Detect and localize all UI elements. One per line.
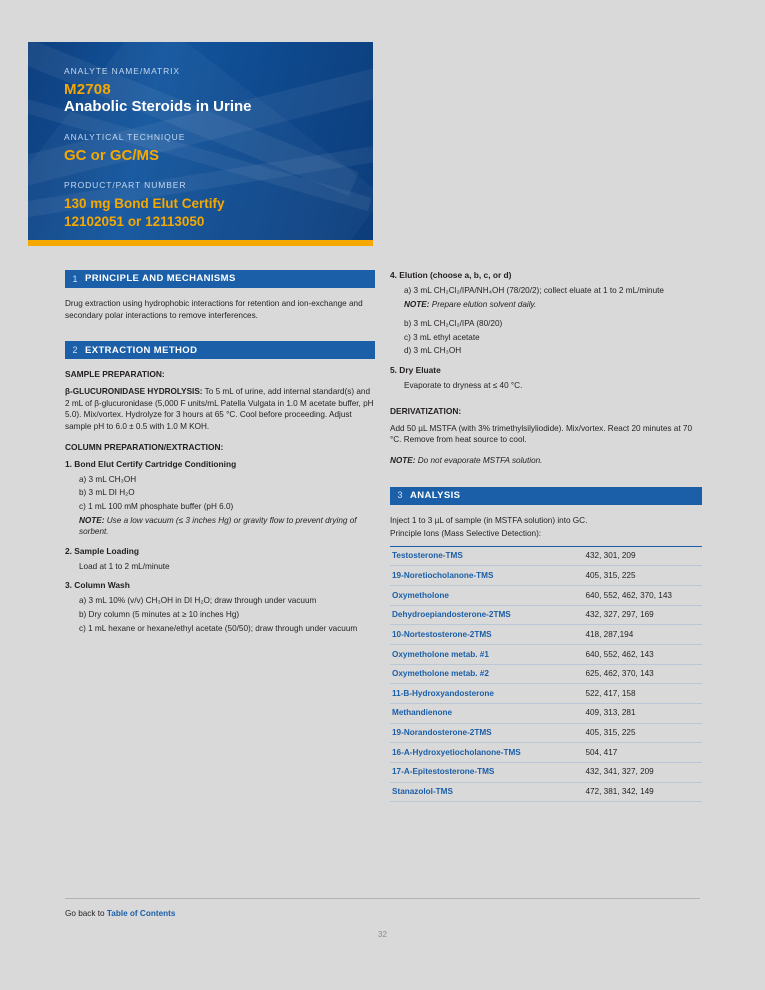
note-text: Do not evaporate MSTFA solution. (415, 455, 543, 465)
derivatization-body: Add 50 µL MSTFA (with 3% trimethylsilyliodide). Mix/vortex. React 20 minutes at 70 °C. Remove from heat source to cool. (390, 423, 693, 445)
compound-name: 11-B-Hydroxyandosterone (392, 688, 494, 698)
table-row (390, 546, 702, 566)
header-banner (28, 42, 373, 240)
step-5-title: 5. Dry Eluate (390, 365, 441, 376)
compound-ions: 640, 552, 462, 370, 143 (585, 590, 672, 600)
method-code: M2708 (64, 81, 111, 98)
table-row (390, 566, 702, 586)
principal-ions-heading: Principle Ions (Mass Selective Detection): (390, 529, 542, 539)
compound-ions: 405, 315, 225 (585, 570, 636, 580)
table-row (390, 664, 702, 684)
step-4-note (404, 299, 702, 311)
section-number: 1 (72, 273, 78, 284)
section-header-extraction (65, 341, 375, 359)
compound-name: Stanazolol-TMS (392, 787, 453, 796)
table-row (390, 625, 702, 645)
go-back-label: Go back to (65, 909, 107, 918)
step-3-title: 3. Column Wash (65, 580, 130, 591)
compound-name: 19-Norandosterone-2TMS (392, 728, 492, 738)
table-row (390, 645, 702, 665)
compound-ions: 409, 313, 281 (585, 708, 636, 718)
sample-preparation-heading: SAMPLE PREPARATION: (65, 369, 165, 380)
step-3b: b) Dry column (5 minutes at ≥ 10 inches Hg) (79, 609, 240, 619)
hydrolysis-text: To 5 mL of urine, add internal standard(s) and 2 mL of β-glucuronidase (5,000 F units/mL Patella Vulgata in 1.0 M acetate buffer, pH 5.0). Mix/vortex. Hydrolyze for 3 hours at 65 °C. Cool before proceeding. Adjust sample pH to 6.0 ± 0.5 with 1.0 M KOH. (65, 387, 374, 432)
technique-label: ANALYTICAL TECHNIQUE (64, 132, 186, 143)
banner-underline (28, 240, 373, 246)
compound-name: 10-Nortestosterone-2TMS (392, 629, 492, 639)
principal-ions-table (390, 546, 702, 802)
compound-ions: 504, 417 (585, 747, 618, 757)
compound-name: Dehydroepiandosterone-2TMS (392, 610, 511, 620)
hydrolysis-label: β-GLUCURONIDASE HYDROLYSIS: (65, 387, 203, 397)
section-title: PRINCIPLE AND MECHANISMS (85, 273, 236, 285)
compound-ions: 472, 381, 342, 149 (585, 787, 654, 796)
table-row (390, 782, 702, 802)
section-header-analysis (390, 487, 702, 505)
note-label: NOTE: (390, 455, 416, 465)
technique-value: GC or GC/MS (64, 147, 160, 165)
table-row (390, 586, 702, 606)
note-text: Prepare elution solvent daily. (429, 299, 537, 309)
column-preparation-heading: COLUMN PREPARATION/EXTRACTION: (65, 441, 224, 452)
page-number: 32 (378, 930, 387, 939)
step-1a: a) 3 mL CH₃OH (79, 474, 137, 484)
derivatization-heading: DERIVATIZATION: (390, 405, 462, 416)
section-number: 3 (397, 490, 403, 501)
principle-body: Drug extraction using hydrophobic interactions for retention and ion-exchange and secondary polar interactions to remove interferences. (65, 299, 363, 320)
step-4-title: 4. Elution (choose a, b, c, or d) (390, 270, 512, 280)
injection-text: Inject 1 to 3 µL of sample (in MSTFA solution) into GC. (390, 515, 588, 525)
compound-ions: 432, 327, 297, 169 (585, 610, 654, 620)
compound-ions: 522, 417, 158 (585, 688, 636, 698)
step-4a: a) 3 mL CH₂Cl₂/IPA/NH₄OH (78/20/2); collect eluate at 1 to 2 mL/minute (404, 285, 664, 295)
compound-ions: 625, 462, 370, 143 (585, 669, 654, 679)
method-title: Anabolic Steroids in Urine (64, 98, 252, 116)
step-1c: c) 1 mL 100 mM phosphate buffer (pH 6.0) (79, 501, 234, 511)
left-column (65, 270, 375, 636)
step-2-title: 2. Sample Loading (65, 545, 139, 556)
step-1-title: 1. Bond Elut Certify Cartridge Conditioning (65, 458, 237, 469)
step-4d: d) 3 mL CH₃OH (404, 346, 462, 356)
compound-ions: 405, 315, 225 (585, 728, 636, 738)
compound-name: 16-A-Hydroxyetiocholanone-TMS (392, 747, 521, 757)
section-title: EXTRACTION METHOD (85, 344, 198, 356)
table-row (390, 605, 702, 625)
derivatization-note (390, 455, 702, 467)
part-number-label: PRODUCT/PART NUMBER (64, 180, 187, 191)
compound-ions: 640, 552, 462, 143 (585, 649, 654, 659)
table-row (390, 723, 702, 743)
note-label: NOTE: (404, 299, 430, 309)
compound-name: Oxymetholone metab. #1 (392, 649, 489, 659)
step-4c: c) 3 mL ethyl acetate (404, 332, 480, 342)
compound-name: Methandienone (392, 708, 453, 718)
step-1b: b) 3 mL DI H₂O (79, 488, 135, 498)
step-1-note (79, 515, 375, 538)
step-4b: b) 3 mL CH₂Cl₂/IPA (80/20) (404, 319, 503, 329)
compound-name: 17-A-Epitestosterone-TMS (392, 767, 495, 777)
part-numbers: 12102051 or 12113050 (64, 213, 205, 229)
compound-name: Oxymetholone (392, 590, 449, 600)
compound-ions: 432, 341, 327, 209 (585, 767, 654, 777)
part-name: 130 mg Bond Elut Certify (64, 196, 225, 212)
compound-ions: 432, 301, 209 (585, 551, 636, 561)
compound-name: Oxymetholone metab. #2 (392, 669, 489, 679)
section-title: ANALYSIS (410, 489, 461, 501)
hydrolysis-paragraph (65, 386, 375, 433)
right-column (390, 270, 702, 802)
table-of-contents-link[interactable]: Table of Contents (106, 909, 176, 918)
table-row (390, 762, 702, 782)
section-number: 2 (72, 344, 78, 355)
note-label: NOTE: (79, 515, 105, 525)
compound-name: Testosterone-TMS (392, 551, 463, 561)
section-header-principle (65, 270, 375, 288)
step-5a: Evaporate to dryness at ≤ 40 °C. (404, 381, 523, 391)
compound-ions: 418, 287,194 (585, 629, 634, 639)
step-3c: c) 1 mL hexane or hexane/ethyl acetate (50/50); draw through under vacuum (79, 623, 358, 633)
step-2a: Load at 1 to 2 mL/minute (79, 561, 170, 571)
table-row (390, 743, 702, 763)
step-3a: a) 3 mL 10% (v/v) CH₃OH in DI H₂O; draw through under vacuum (79, 596, 317, 606)
table-row (390, 703, 702, 723)
compound-name: 19-Noretiocholanone-TMS (392, 570, 494, 580)
note-text: Use a low vacuum (≤ 3 inches Hg) or gravity flow to prevent drying of sorbent. (79, 515, 357, 537)
analyte-label: ANALYTE NAME/MATRIX (64, 66, 180, 76)
ions-table-body (390, 546, 702, 801)
footer (65, 898, 700, 918)
table-row (390, 684, 702, 704)
